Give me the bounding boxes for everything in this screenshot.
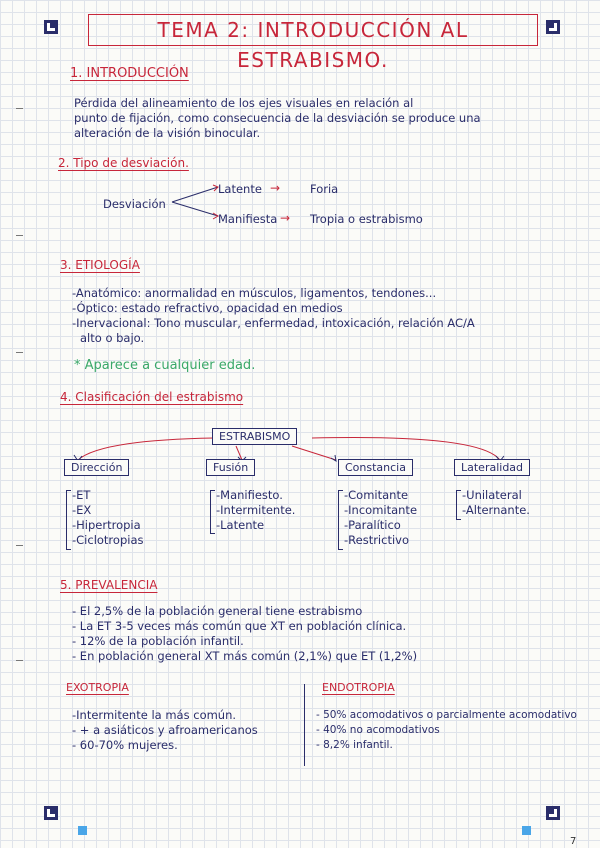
endotropia-line: - 8,2% infantil. xyxy=(316,739,393,751)
direccion-item: -EX xyxy=(72,503,92,517)
margin-dash xyxy=(16,108,23,109)
manifiesta-label: Manifiesta xyxy=(218,212,278,226)
etiologia-line-1: -Anatómico: anormalidad en músculos, ligamentos, tendones... xyxy=(72,286,437,300)
prevalencia-line-4: - En población general XT más común (2,1%) que ET (1,2%) xyxy=(72,649,418,663)
desviacion-branch-lines xyxy=(168,182,222,222)
classification-node-lateralidad: Lateralidad xyxy=(454,459,530,476)
list-bracket xyxy=(456,490,461,520)
section-heading-etiologia: 3. ETIOLOGÍA xyxy=(60,258,140,272)
section-heading-tipo-desviacion: 2. Tipo de desviación. xyxy=(58,156,189,170)
margin-dash xyxy=(16,352,23,353)
corner-marker-top-right xyxy=(546,20,560,34)
list-bracket xyxy=(338,490,343,550)
classification-node-fusion: Fusión xyxy=(206,459,255,476)
constancia-item: -Paralítico xyxy=(344,518,401,532)
prevalencia-line-1: - El 2,5% de la población general tiene estrabismo xyxy=(72,604,363,618)
page-number: 7 xyxy=(570,836,577,847)
direccion-item: -Ciclotropias xyxy=(72,533,144,547)
classification-node-direccion: Dirección xyxy=(64,459,129,476)
endotropia-line: - 50% acomodativos o parcialmente acomodativo xyxy=(316,709,577,721)
margin-dash xyxy=(16,660,23,661)
blue-marker-right xyxy=(522,826,531,835)
lateralidad-item: -Unilateral xyxy=(462,488,522,502)
etiologia-line-3: -Inervacional: Tono muscular, enfermedad, intoxicación, relación AC/A xyxy=(72,316,475,330)
fusion-item: -Intermitente. xyxy=(216,503,296,517)
intro-line-1: Pérdida del alineamiento de los ejes visuales en relación al xyxy=(74,96,414,110)
etiologia-line-2: -Óptico: estado refractivo, opacidad en medios xyxy=(72,301,343,315)
arrow-icon: → xyxy=(270,181,281,195)
margin-dash xyxy=(16,545,23,546)
column-divider xyxy=(304,684,305,766)
foria-label: Foria xyxy=(310,182,339,196)
endotropia-heading: ENDOTROPIA xyxy=(322,681,395,694)
arrow-icon: → xyxy=(280,211,291,225)
exotropia-line: - + a asiáticos y afroamericanos xyxy=(72,723,258,737)
constancia-item: -Restrictivo xyxy=(344,533,409,547)
section-heading-prevalencia: 5. PREVALENCIA xyxy=(60,578,158,592)
endotropia-line: - 40% no acomodativos xyxy=(316,724,440,736)
corner-marker-top-left xyxy=(44,20,58,34)
corner-marker-bottom-right xyxy=(546,806,560,820)
margin-dash xyxy=(16,235,23,236)
section-heading-clasificacion: 4. Clasificación del estrabismo xyxy=(60,390,244,404)
exotropia-line: -Intermitente la más común. xyxy=(72,708,237,722)
exotropia-line: - 60-70% mujeres. xyxy=(72,738,178,752)
etiologia-line-4: alto o bajo. xyxy=(80,331,145,345)
intro-line-3: alteración de la visión binocular. xyxy=(74,126,261,140)
classification-node-constancia: Constancia xyxy=(338,459,413,476)
latente-label: Latente xyxy=(218,182,262,196)
fusion-item: -Manifiesto. xyxy=(216,488,283,502)
tropia-label: Tropia o estrabismo xyxy=(310,212,423,226)
list-bracket xyxy=(210,490,215,534)
estrabismo-root-node: ESTRABISMO xyxy=(212,428,297,445)
desviacion-root: Desviación xyxy=(103,197,166,211)
direccion-item: -ET xyxy=(72,488,91,502)
etiologia-note: * Aparece a cualquier edad. xyxy=(74,358,256,373)
page-title: TEMA 2: INTRODUCCIÓN AL ESTRABISMO. xyxy=(88,14,538,46)
prevalencia-line-2: - La ET 3-5 veces más común que XT en población clínica. xyxy=(72,619,407,633)
direccion-item: -Hipertropia xyxy=(72,518,141,532)
fusion-item: -Latente xyxy=(216,518,265,532)
blue-marker-left xyxy=(78,826,87,835)
corner-marker-bottom-left xyxy=(44,806,58,820)
constancia-item: -Incomitante xyxy=(344,503,418,517)
exotropia-heading: EXOTROPIA xyxy=(66,681,129,694)
lateralidad-item: -Alternante. xyxy=(462,503,530,517)
intro-line-2: punto de fijación, como consecuencia de la desviación se produce una xyxy=(74,111,481,125)
section-heading-introduccion: 1. INTRODUCCIÓN xyxy=(70,66,189,81)
list-bracket xyxy=(66,490,71,550)
prevalencia-line-3: - 12% de la población infantil. xyxy=(72,634,244,648)
constancia-item: -Comitante xyxy=(344,488,409,502)
